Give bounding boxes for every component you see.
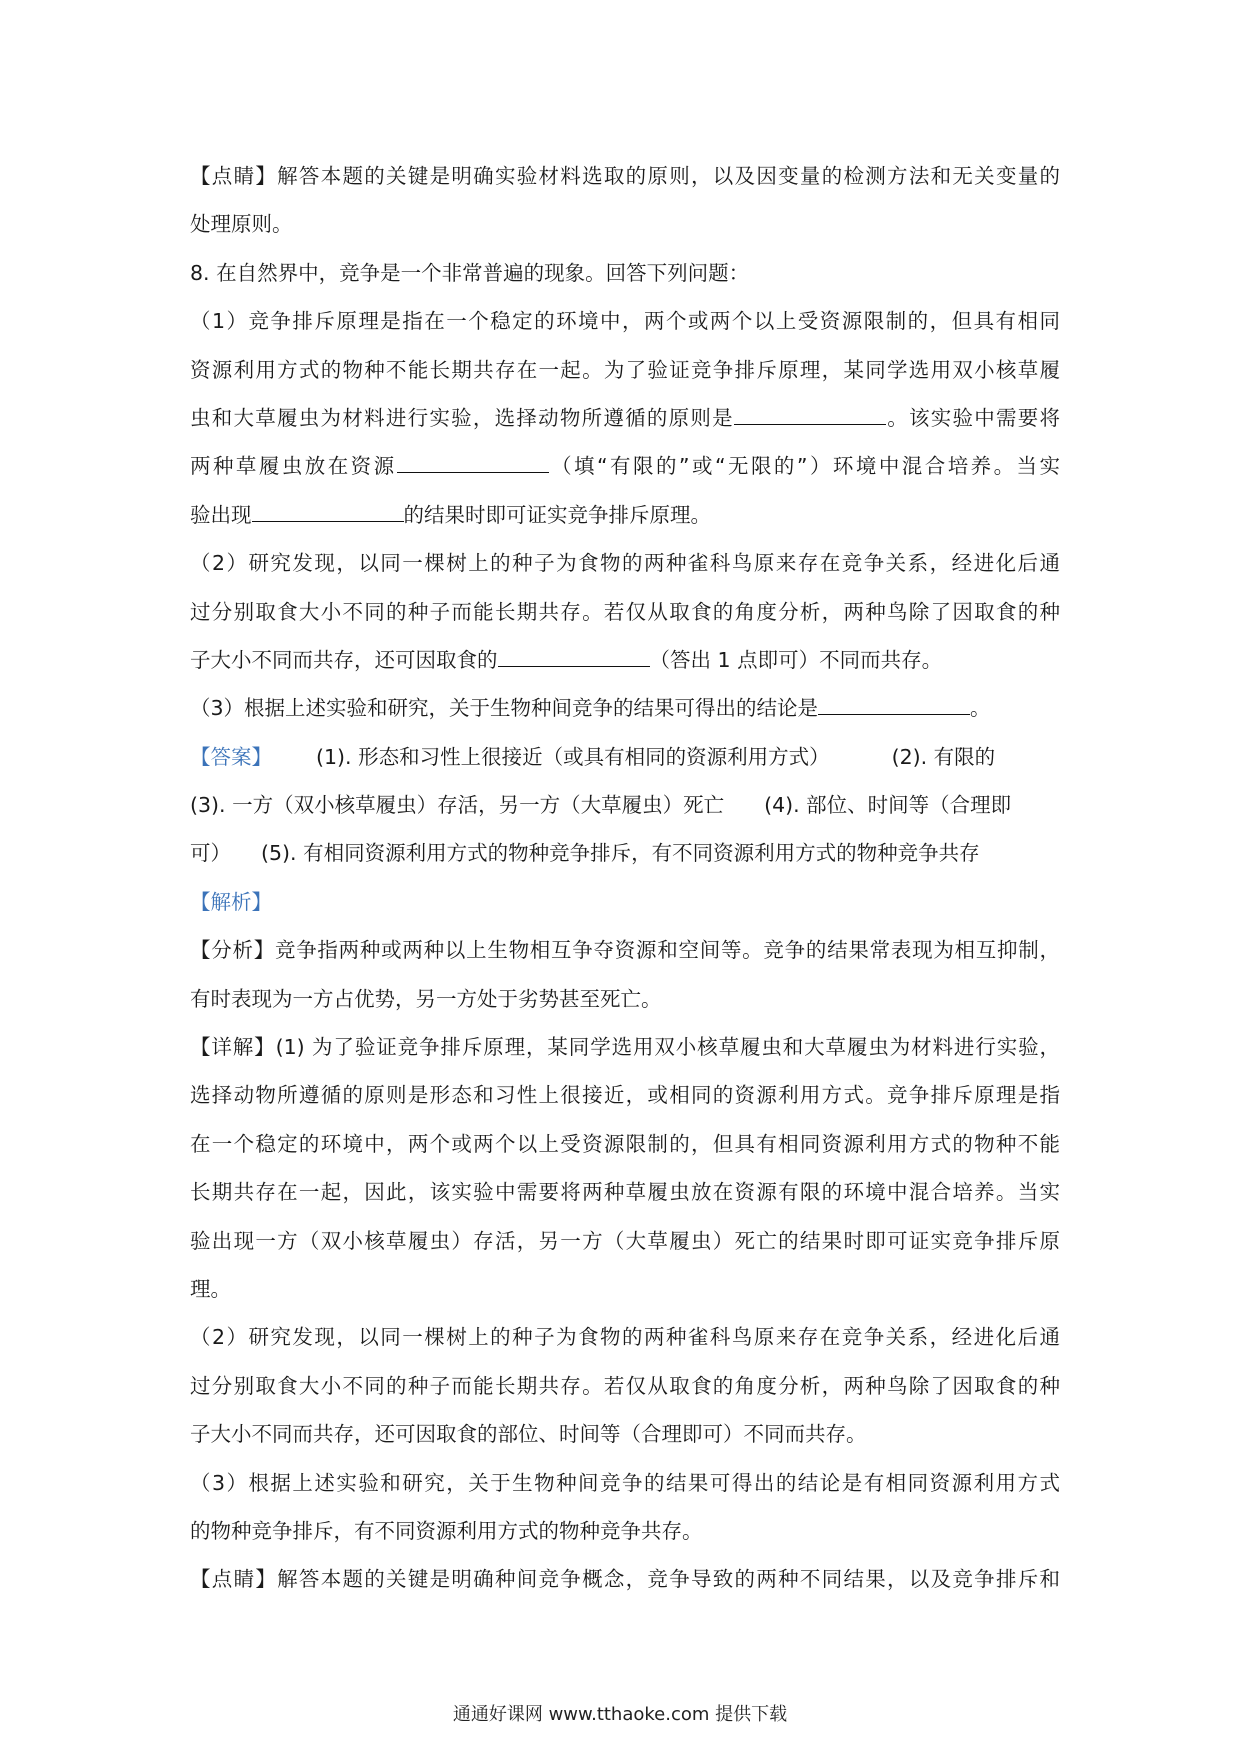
q-part1-text-4b: （填“有限的”或“无限的”）环境中混合培养。当实 <box>548 454 1060 479</box>
answer-item-3: (3). 一方（双小核草履虫）存活，另一方（大草履虫）死亡 <box>190 793 725 818</box>
q-part1-text-5a: 验出现 <box>190 502 252 527</box>
tip-line-1 <box>190 1555 1060 1603</box>
answer-item-5: (5). 有相同资源利用方式的物种竞争排斥，有不同资源利用方式的物种竞争共存 <box>261 841 980 866</box>
answer-blank-4 <box>498 648 650 667</box>
fenxi-tag: 【分析】 <box>190 938 275 963</box>
detail-part3-line-2: 的物种竞争排斥，有不同资源利用方式的物种竞争共存。 <box>190 1518 703 1543</box>
answer-line-3 <box>190 829 1060 877</box>
q-part1-text-3a: 虫和大草履虫为材料进行实验，选择动物所遵循的原则是 <box>190 405 734 430</box>
page-footer: 通通好课网 www.tthaoke.com 提供下载 <box>452 1704 788 1725</box>
q-part1-text-3b: 。该实验中需要将 <box>885 405 1060 430</box>
detail-part2-line-3: 子大小不同而共存，还可因取食的部位、时间等（合理即可）不同而共存。 <box>190 1422 867 1447</box>
q-part1-line-1: （1）竞争排斥原理是指在一个稳定的环境中，两个或两个以上受资源限制的，但具有相同 <box>190 309 1060 334</box>
q-part3-text-b: 。 <box>970 696 991 721</box>
prev-tip-text-1: 解答本题的关键是明确实验材料选取的原则，以及因变量的检测方法和无关变量的 <box>277 164 1060 188</box>
tip-text-1: 解答本题的关键是明确种间竞争概念，竞争导致的两种不同结果，以及竞争排斥和 <box>277 1567 1060 1592</box>
answer-item-4b: 可） <box>190 841 231 866</box>
answer-item-4a: (4). 部位、时间等（合理即 <box>764 793 1012 818</box>
detail-part3-line-1: （3）根据上述实验和研究，关于生物种间竞争的结果可得出的结论是有相同资源利用方式 <box>190 1470 1060 1495</box>
answer-line-1 <box>190 733 1060 781</box>
q-part1-line-2: 资源利用方式的物种不能长期共存在一起。为了验证竞争排斥原理，某同学选用双小核草履 <box>190 357 1060 382</box>
q-part2-line-2: 过分别取食大小不同的种子而能长期共存。若仅从取食的角度分析，两种鸟除了因取食的种 <box>190 599 1060 624</box>
q-part1-line-5 <box>190 491 1060 539</box>
answer-item-2: (2). 有限的 <box>891 744 996 769</box>
answer-line-2 <box>190 781 1060 829</box>
q-part3-line <box>190 684 1060 732</box>
prev-tip-line-2: 处理原则。 <box>190 212 293 237</box>
answer-item-1: (1). 形态和习性上很接近（或具有相同的资源利用方式） <box>316 744 830 769</box>
fenxi-line-1 <box>190 926 1060 974</box>
detail-part2-line-2: 过分别取食大小不同的种子而能长期共存。若仅从取食的角度分析，两种鸟除了因取食的种 <box>190 1373 1060 1398</box>
q-part1-text-5b: 的结果时即可证实竞争排斥原理。 <box>403 502 711 527</box>
prev-tip-tag: 【点睛】 <box>190 164 278 188</box>
detail-text-1: (1) 为了验证竞争排斥原理，某同学选用双小核草履虫和大草履虫为材料进行实验， <box>275 1035 1060 1060</box>
detail-line-5: 验出现一方（双小核草履虫）存活，另一方（大草履虫）死亡的结果时即可证实竞争排斥原 <box>190 1228 1060 1253</box>
q-part2-line-1: （2）研究发现，以同一棵树上的种子为食物的两种雀科鸟原来存在竞争关系，经进化后通 <box>190 551 1060 576</box>
detail-line-2: 选择动物所遵循的原则是形态和习性上很接近，或相同的资源利用方式。竞争排斥原理是指 <box>190 1083 1060 1108</box>
tip-tag: 【点睛】 <box>190 1567 278 1592</box>
fenxi-text-1: 竞争指两种或两种以上生物相互争夺资源和空间等。竞争的结果常表现为相互抑制， <box>274 938 1060 963</box>
detail-line-3: 在一个稳定的环境中，两个或两个以上受资源限制的，但具有相同资源利用方式的物种不能 <box>190 1131 1060 1156</box>
detail-tag: 【详解】 <box>190 1035 276 1060</box>
answer-tag: 【答案】 <box>190 744 272 769</box>
detail-line-6: 理。 <box>190 1276 231 1301</box>
document-page <box>190 152 1060 1604</box>
prev-tip-line-1 <box>190 152 1060 200</box>
fenxi-line-2: 有时表现为一方占优势，另一方处于劣势甚至死亡。 <box>190 986 662 1011</box>
analysis-heading: 【解析】 <box>190 889 272 914</box>
q-part2-line-3 <box>190 636 1060 684</box>
q-part1-text-4a: 两种草履虫放在资源 <box>190 454 397 479</box>
answer-blank-5 <box>818 696 970 715</box>
q-part1-line-3 <box>190 394 1060 442</box>
detail-part2-line-1: （2）研究发现，以同一棵树上的种子为食物的两种雀科鸟原来存在竞争关系，经进化后通 <box>190 1325 1060 1350</box>
detail-line-1 <box>190 1023 1060 1071</box>
question-stem: 8. 在自然界中，竞争是一个非常普遍的现象。回答下列问题： <box>190 260 750 285</box>
q-part3-text-a: （3）根据上述实验和研究，关于生物种间竞争的结果可得出的结论是 <box>190 696 819 721</box>
detail-line-4: 长期共存在一起，因此，该实验中需要将两种草履虫放在资源有限的环境中混合培养。当实 <box>190 1180 1060 1205</box>
q-part2-text-3a: 子大小不同而共存，还可因取食的 <box>190 647 498 672</box>
q-part2-text-3b: （答出 1 点即可）不同而共存。 <box>649 647 943 672</box>
answer-blank-3 <box>252 503 404 522</box>
q-part1-line-4 <box>190 442 1060 490</box>
answer-blank-1 <box>734 406 886 425</box>
answer-blank-2 <box>397 454 549 473</box>
